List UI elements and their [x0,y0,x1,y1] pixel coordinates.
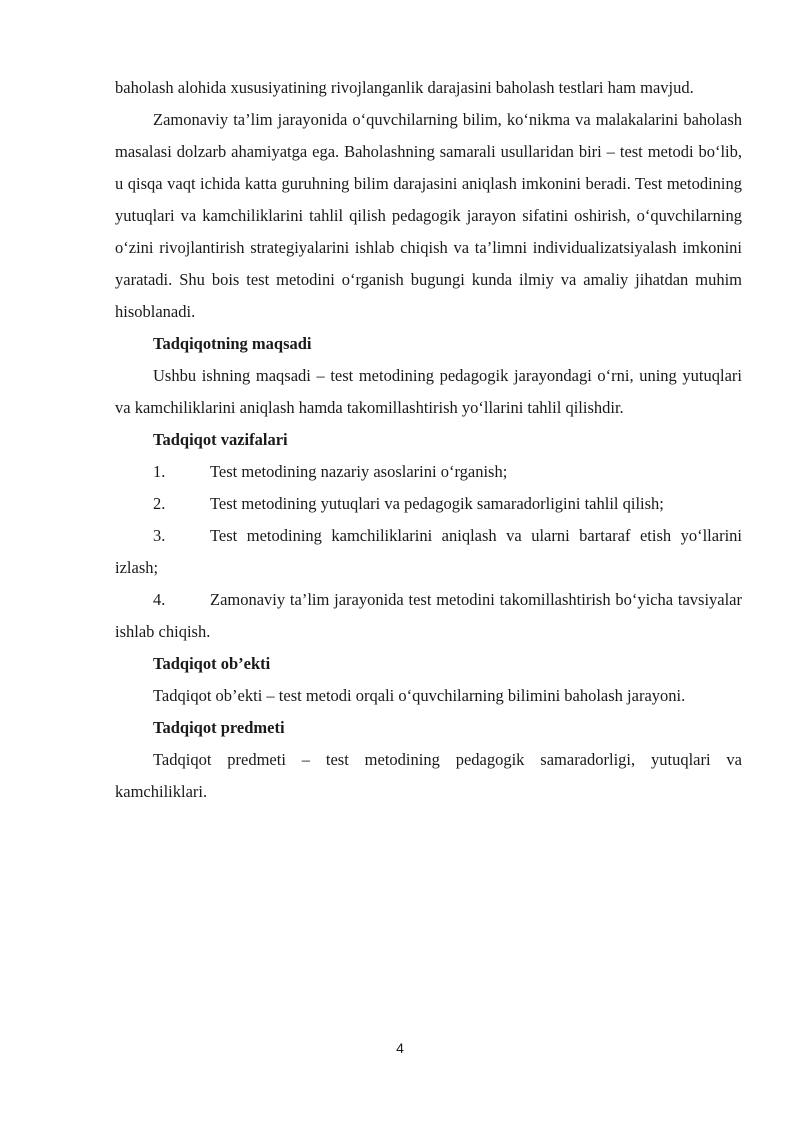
task-item-2 [115,488,742,520]
task-text-2: Test metodining yutuqlari va pedagogik samaradorligini tahlil qilish; [210,494,664,513]
task-item-4 [115,584,742,648]
object-paragraph: Tadqiqot ob’ekti – test metodi orqali o‘quvchilarning bilimini baholash jarayoni. [153,686,686,705]
task-number-1: 1. [153,462,166,481]
purpose-paragraph: Ushbu ishning maqsadi – test metodining pedagogik jarayondagi o‘rni, uning yutuqlari va kamchiliklarini aniqlash hamda takomillashtirish yo‘llarini tahlil qilishdir. [115,366,742,417]
task-text-4: Zamonaviy ta’lim jarayonida test metodini takomillashtirish bo‘yicha tavsiyalar ishlab chiqish. [115,590,742,641]
subject-paragraph: Tadqiqot predmeti – test metodining pedagogik samaradorligi, yutuqlari va kamchiliklari. [115,750,742,801]
task-text-3: Test metodining kamchiliklarini aniqlash va ularni bartaraf etish yo‘llarini izlash; [115,526,742,577]
task-number-2: 2. [153,494,166,513]
task-number-4: 4. [153,590,166,609]
page-number: 4 [396,1040,404,1056]
subject-heading: Tadqiqot predmeti [153,718,285,737]
task-item-1 [115,456,742,488]
intro-paragraph: Zamonaviy ta’lim jarayonida o‘quvchilarning bilim, ko‘nikma va malakalarini baholash masalasi dolzarb ahamiyatga ega. Baholashning samarali usullaridan biri – test metodi bo‘lib, u qisqa vaqt ichida katta guruhning bilim darajasini aniqlash imkonini beradi. Test metodining yutuqlari va kamchiliklarini tahlil qilish pedagogik jarayon sifatini oshirish, o‘quvchilarning o‘zini rivojlantirish strategiyalarini ishlab chiqish va ta’limni individualizatsiyalash imkonini yaratadi. Shu bois test metodini o‘rganish bugungi kunda ilmiy va amaliy jihatdan muhim hisoblanadi. [115,110,742,321]
document-page [115,72,742,808]
task-item-3 [115,520,742,584]
object-heading: Tadqiqot ob’ekti [153,654,271,673]
task-text-1: Test metodining nazariy asoslarini o‘rganish; [210,462,508,481]
tasks-heading: Tadqiqot vazifalari [153,430,288,449]
task-number-3: 3. [153,526,166,545]
intro-continuation-paragraph: baholash alohida xususiyatining rivojlanganlik darajasini baholash testlari ham mavjud. [115,78,694,97]
purpose-heading: Tadqiqotning maqsadi [153,334,312,353]
